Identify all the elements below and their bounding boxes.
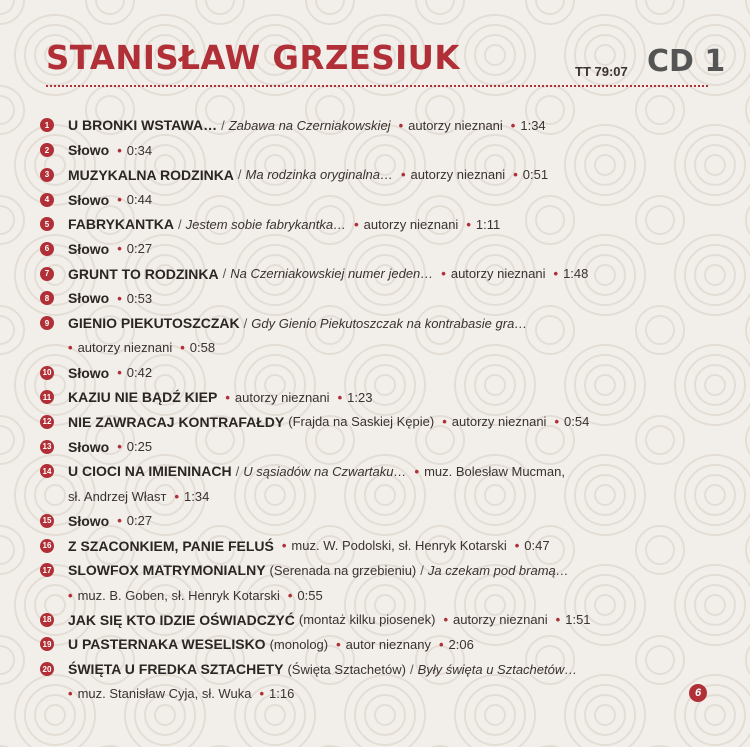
track-duration: 0:51 — [522, 167, 549, 183]
track-alt-title: Ma rodzinka oryginalna… — [245, 167, 393, 183]
bullet-icon: • — [68, 340, 73, 356]
bullet-icon: • — [337, 389, 343, 405]
track-duration: 1:16 — [269, 686, 295, 702]
track-alt-title: U sąsiadów na Czwartaku… — [243, 463, 407, 479]
track-number-badge: 1 — [40, 118, 54, 132]
track-title: Słowo — [68, 290, 110, 307]
track-number-badge: 18 — [40, 613, 54, 627]
track-subtitle: (montaż kilku piosenek) — [298, 612, 436, 628]
track-1 — [40, 113, 720, 138]
bullet-icon: • — [443, 612, 448, 628]
track-title: SLOWFOX MATRYMONIALNY — [68, 562, 266, 579]
track-duration: 1:11 — [475, 216, 501, 232]
track-4 — [40, 187, 720, 212]
track-number-badge: 4 — [40, 193, 54, 207]
track-number-badge: 17 — [40, 563, 54, 577]
track-credit: autorzy nieznani — [363, 216, 459, 232]
track-title: KAZIU NIE BĄDŹ KIEP — [68, 389, 218, 406]
track-credit-continued: sł. Andrzej Własт — [68, 488, 167, 504]
track-alt-title: Gdy Gienio Piekutoszczak na kontrabasie gra… — [251, 315, 528, 331]
artist-title: STANISŁAW GRZESIUK — [46, 38, 460, 77]
track-duration: 0:27 — [126, 241, 153, 257]
track-17-continued — [40, 583, 720, 608]
track-13 — [40, 434, 720, 459]
page-number-badge: 6 — [689, 684, 707, 702]
bullet-icon: • — [287, 587, 293, 603]
track-credit: muz. Stanisław Cyja, sł. Wuka — [77, 686, 252, 702]
track-duration: 0:34 — [126, 142, 153, 158]
track-alt-title: Jestem sobie fabrykantka… — [185, 216, 347, 232]
bullet-icon: • — [514, 538, 520, 554]
track-duration: 0:25 — [126, 439, 153, 455]
track-9-continued — [40, 335, 720, 360]
track-10 — [40, 360, 720, 385]
track-credit: autorzy nieznani — [453, 612, 548, 628]
total-time: TT 79:07 — [575, 64, 628, 79]
track-title: MUZYKALNA RODZINKA — [68, 166, 234, 183]
bullet-icon: • — [281, 538, 287, 554]
track-credit: autorzy nieznani — [234, 389, 330, 405]
track-duration: 0:53 — [126, 290, 153, 306]
track-number-badge: 8 — [40, 291, 54, 305]
track-credit: muz. Bolesław Mucman, — [424, 463, 565, 479]
track-list — [40, 113, 720, 706]
track-duration: 1:34 — [184, 488, 210, 504]
bullet-icon: • — [259, 686, 264, 702]
bullet-icon: • — [555, 612, 561, 628]
track-number-badge: 5 — [40, 217, 54, 231]
separator: / — [222, 266, 227, 282]
bullet-icon: • — [68, 686, 73, 702]
bullet-icon: • — [438, 636, 444, 652]
bullet-icon: • — [553, 266, 559, 282]
bullet-icon: • — [180, 340, 185, 356]
track-7 — [40, 261, 720, 286]
track-9 — [40, 311, 720, 336]
track-title: Słowo — [68, 364, 110, 381]
track-number-badge: 12 — [40, 415, 54, 429]
track-number-badge: 7 — [40, 267, 54, 281]
track-title: Słowo — [68, 191, 110, 208]
track-15 — [40, 509, 720, 534]
bullet-icon: • — [510, 117, 516, 133]
track-credit: autorzy nieznani — [450, 266, 546, 282]
bullet-icon: • — [174, 488, 179, 504]
track-alt-title: Zabawa na Czerniakowskiej — [228, 117, 391, 133]
separator: / — [243, 315, 248, 331]
track-title: Słowo — [68, 512, 110, 529]
track-title: NIE ZAWRACAJ KONTRAFAŁDY — [68, 413, 285, 430]
track-6 — [40, 237, 720, 262]
dotted-divider — [46, 85, 708, 87]
separator: / — [237, 167, 242, 183]
disc-label: CD 1 — [647, 44, 726, 79]
track-title: FABRYKANTKA — [68, 216, 175, 233]
track-title: Słowo — [68, 438, 110, 455]
bullet-icon: • — [414, 463, 420, 479]
track-duration: 2:06 — [448, 636, 474, 652]
track-duration: 0:44 — [126, 192, 153, 208]
track-title: U CIOCI NA IMIENINACH — [68, 463, 232, 480]
bullet-icon: • — [117, 513, 122, 529]
track-title: Z SZACONKIEM, PANIE FELUŚ — [68, 537, 274, 554]
track-duration: 1:48 — [563, 266, 589, 282]
track-19 — [40, 632, 720, 657]
track-18 — [40, 607, 720, 632]
track-title: U BRONKI WSTAWA… — [68, 117, 218, 134]
track-title: GRUNT TO RODZINKA — [68, 265, 219, 282]
track-title: ŚWIĘTA U FREDKA SZTACHETY — [68, 661, 284, 678]
track-alt-title: Ja czekam pod bramą… — [427, 562, 569, 578]
track-12 — [40, 410, 720, 435]
track-duration: 0:47 — [524, 538, 550, 554]
track-16 — [40, 533, 720, 558]
track-number-badge: 11 — [40, 390, 54, 404]
bullet-icon: • — [442, 414, 447, 430]
track-duration: 0:42 — [126, 365, 153, 381]
bullet-icon: • — [398, 117, 404, 133]
track-credit: autorzy nieznani — [408, 117, 503, 133]
bullet-icon: • — [68, 587, 73, 603]
track-subtitle: (Serenada na grzebieniu) — [269, 562, 417, 578]
separator: / — [178, 216, 182, 232]
bullet-icon: • — [117, 365, 122, 381]
track-number-badge: 20 — [40, 662, 54, 676]
track-number-badge: 19 — [40, 637, 54, 651]
track-number-badge: 14 — [40, 464, 54, 478]
track-duration: 0:27 — [126, 513, 153, 529]
track-number-badge: 6 — [40, 242, 54, 256]
track-title: JAK SIĘ KTO IDZIE OŚWIADCZYĆ — [68, 611, 295, 628]
track-number-badge: 2 — [40, 143, 54, 157]
track-number-badge: 3 — [40, 168, 54, 182]
track-14 — [40, 459, 720, 484]
track-20-continued — [40, 682, 720, 707]
bullet-icon: • — [513, 167, 518, 183]
track-credit: autor nieznany — [345, 636, 431, 652]
track-number-badge: 10 — [40, 366, 54, 380]
track-credit: muz. W. Podolski, sł. Henryk Kotarski — [291, 538, 507, 554]
bullet-icon: • — [225, 389, 230, 405]
bullet-icon: • — [117, 290, 122, 306]
bullet-icon: • — [554, 414, 559, 430]
track-11 — [40, 385, 720, 410]
track-credit: muz. B. Goben, sł. Henryk Kotarski — [77, 587, 280, 603]
track-14-continued — [40, 484, 720, 509]
bullet-icon: • — [354, 216, 359, 232]
track-number-badge: 15 — [40, 514, 54, 528]
track-3 — [40, 162, 720, 187]
track-credit: autorzy nieznani — [77, 340, 173, 356]
track-credit: autorzy nieznani — [451, 414, 547, 430]
bullet-icon: • — [400, 167, 406, 183]
bullet-icon: • — [117, 142, 122, 158]
track-title: GIENIO PIEKUTOSZCZAK — [68, 315, 240, 332]
bullet-icon: • — [336, 636, 341, 652]
track-duration: 0:54 — [564, 414, 590, 430]
track-2 — [40, 138, 720, 163]
track-number-badge: 16 — [40, 539, 54, 553]
track-duration: 0:58 — [189, 340, 216, 356]
track-20 — [40, 657, 720, 682]
track-duration: 1:51 — [565, 612, 591, 628]
track-title: Słowo — [68, 240, 110, 257]
track-title: Słowo — [68, 142, 110, 159]
track-subtitle: (Święta Sztachetów) — [287, 661, 406, 677]
track-duration: 0:55 — [297, 587, 323, 603]
bullet-icon: • — [117, 241, 122, 257]
track-number-badge: 13 — [40, 440, 54, 454]
separator: / — [221, 117, 225, 133]
track-subtitle: (Frajda na Saskiej Kępie) — [288, 414, 435, 430]
track-duration: 1:34 — [520, 117, 546, 133]
separator: / — [235, 463, 240, 479]
track-credit: autorzy nieznani — [410, 167, 506, 183]
track-5 — [40, 212, 720, 237]
track-title: U PASTERNAKA WESELISKO — [68, 636, 266, 653]
track-17 — [40, 558, 720, 583]
track-8 — [40, 286, 720, 311]
bullet-icon: • — [117, 192, 122, 208]
track-duration: 1:23 — [347, 389, 373, 405]
bullet-icon: • — [466, 216, 471, 232]
track-alt-title: Były święta u Sztachetów… — [417, 661, 578, 677]
bullet-icon: • — [117, 439, 122, 455]
track-number-badge: 9 — [40, 316, 54, 330]
separator: / — [420, 562, 424, 578]
track-alt-title: Na Czerniakowskiej numer jeden… — [230, 266, 434, 282]
separator: / — [409, 661, 414, 677]
bullet-icon: • — [441, 266, 446, 282]
track-subtitle: (monolog) — [269, 636, 329, 652]
